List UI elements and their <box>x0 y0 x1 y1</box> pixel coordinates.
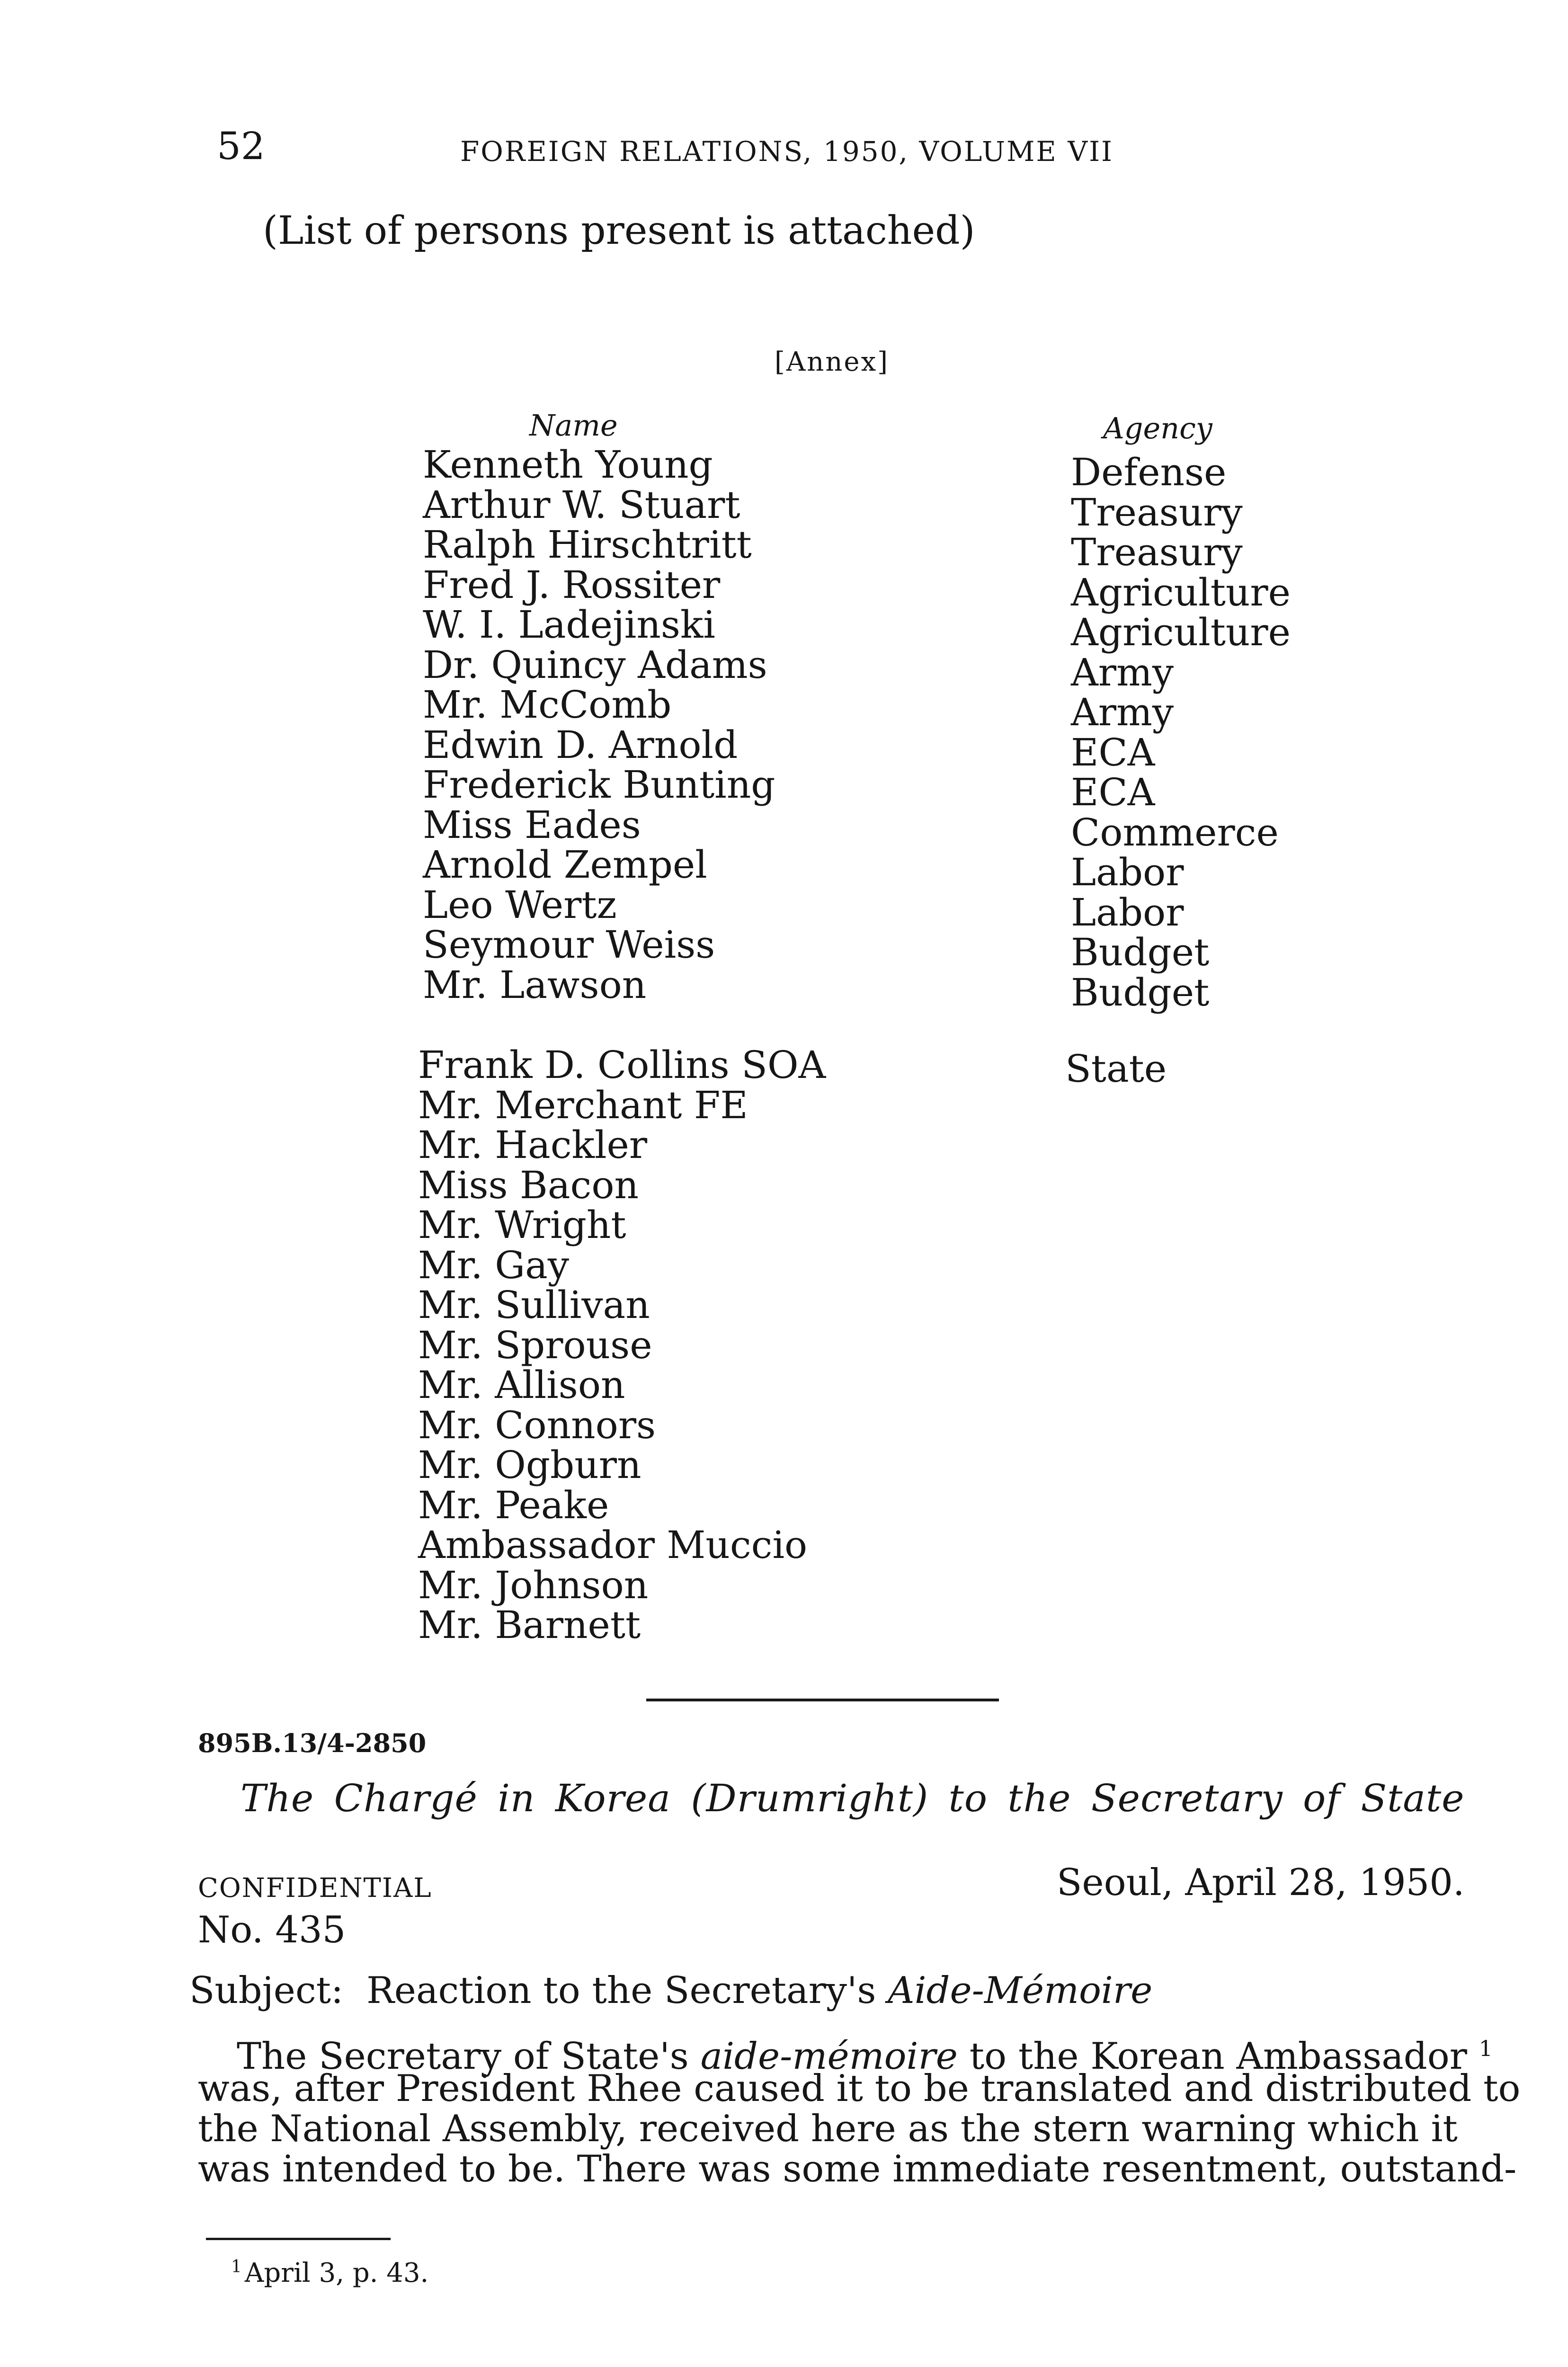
list-item: Miss Bacon <box>418 1163 639 1207</box>
list-item: ECA <box>1071 770 1155 814</box>
place-date: Seoul, April 28, 1950. <box>1057 1861 1465 1904</box>
document-title: The Chargé in Korea (Drumright) to the Secretary of State <box>241 1776 1465 1820</box>
list-item: Leo Wertz <box>423 882 617 927</box>
agencies-list <box>1071 450 1291 1014</box>
paragraph-line: the National Assembly, received here as the stern warning which it <box>198 2108 1458 2150</box>
names-list <box>423 445 775 1005</box>
subject-text: Reaction to the Secretary's <box>366 1969 888 2012</box>
list-item: Miss Eades <box>423 802 641 847</box>
list-item: Budget <box>1071 930 1210 974</box>
agency-column-heading: Agency <box>1103 411 1212 445</box>
annex-label: [Annex] <box>775 347 889 377</box>
footnote-text: April 3, p. 43. <box>244 2257 429 2288</box>
page-number: 52 <box>217 124 265 168</box>
list-item: Mr. Peake <box>418 1483 609 1527</box>
subject-italic: Aide-Mémoire <box>888 1969 1153 2012</box>
list-item: Seymour Weiss <box>423 923 715 967</box>
list-item: Mr. Ogburn <box>418 1443 641 1487</box>
list-item: Mr. Sullivan <box>418 1283 650 1327</box>
paragraph-line: The Secretary of State's aide-mémoire to the Korean Ambassador $^1$ <box>237 2035 1493 2078</box>
list-item: Mr. Wright <box>418 1203 626 1247</box>
list-item: Agriculture <box>1071 610 1291 654</box>
list-item: Labor <box>1071 890 1184 934</box>
list-item: Army <box>1071 650 1174 694</box>
list-item: Frank D. Collins SOA <box>418 1043 826 1087</box>
file-number: 895B.13/4-2850 <box>198 1728 427 1758</box>
document-number: No. 435 <box>198 1909 346 1951</box>
list-item: Labor <box>1071 850 1184 894</box>
list-item: Budget <box>1071 970 1210 1014</box>
paragraph-line: was intended to be. There was some immediate resentment, outstand- <box>198 2148 1517 2190</box>
list-item: Mr. Connors <box>418 1403 656 1447</box>
list-item: Dr. Quincy Adams <box>423 642 767 687</box>
body-paragraph <box>198 2029 1521 2190</box>
list-item: Mr. Sprouse <box>418 1323 652 1367</box>
footnote <box>231 2257 428 2288</box>
list-item: Ralph Hirschtritt <box>423 523 752 567</box>
paragraph-line: was, after President Rhee caused it to be translated and distributed to <box>198 2067 1521 2110</box>
name-column-heading: Name <box>529 408 618 443</box>
list-item: Edwin D. Arnold <box>423 722 738 767</box>
state-names-list <box>418 1045 826 1646</box>
list-item: Mr. Allison <box>418 1363 625 1407</box>
running-title: FOREIGN RELATIONS, 1950, VOLUME VII <box>460 135 1114 168</box>
list-item: Mr. Gay <box>418 1243 570 1287</box>
list-item: Frederick Bunting <box>423 763 775 807</box>
list-item: Mr. Hackler <box>418 1123 648 1167</box>
list-item: W. I. Ladejinski <box>423 603 715 647</box>
list-item: Mr. Johnson <box>418 1563 649 1607</box>
list-item: Treasury <box>1071 490 1243 534</box>
list-item: Arthur W. Stuart <box>423 482 740 527</box>
intro-note: (List of persons present is attached) <box>263 208 975 253</box>
footnote-rule <box>206 2238 391 2240</box>
list-item: Fred J. Rossiter <box>423 562 721 607</box>
list-item: ECA <box>1071 730 1155 774</box>
list-item: Ambassador Muccio <box>418 1523 808 1567</box>
subject-label: Subject: <box>189 1969 344 2012</box>
list-item: Arnold Zempel <box>423 843 707 887</box>
section-divider <box>646 1699 999 1701</box>
list-item: Kenneth Young <box>423 443 713 487</box>
list-item: Agriculture <box>1071 570 1291 614</box>
list-item: Mr. Barnett <box>418 1603 641 1647</box>
list-item: Defense <box>1071 450 1227 494</box>
list-item: Commerce <box>1071 810 1279 854</box>
list-item: Mr. McComb <box>423 683 672 727</box>
classification: CONFIDENTIAL <box>198 1873 432 1904</box>
list-item: Mr. Lawson <box>423 962 647 1007</box>
footnote-ref: 1 <box>1479 2036 1493 2061</box>
list-item: Treasury <box>1071 530 1243 574</box>
subject-line <box>189 1969 1152 2012</box>
list-item: Mr. Merchant FE <box>418 1083 748 1127</box>
state-agency: State <box>1065 1047 1167 1091</box>
list-item: Army <box>1071 690 1174 734</box>
footnote-marker: 1 <box>231 2257 242 2277</box>
